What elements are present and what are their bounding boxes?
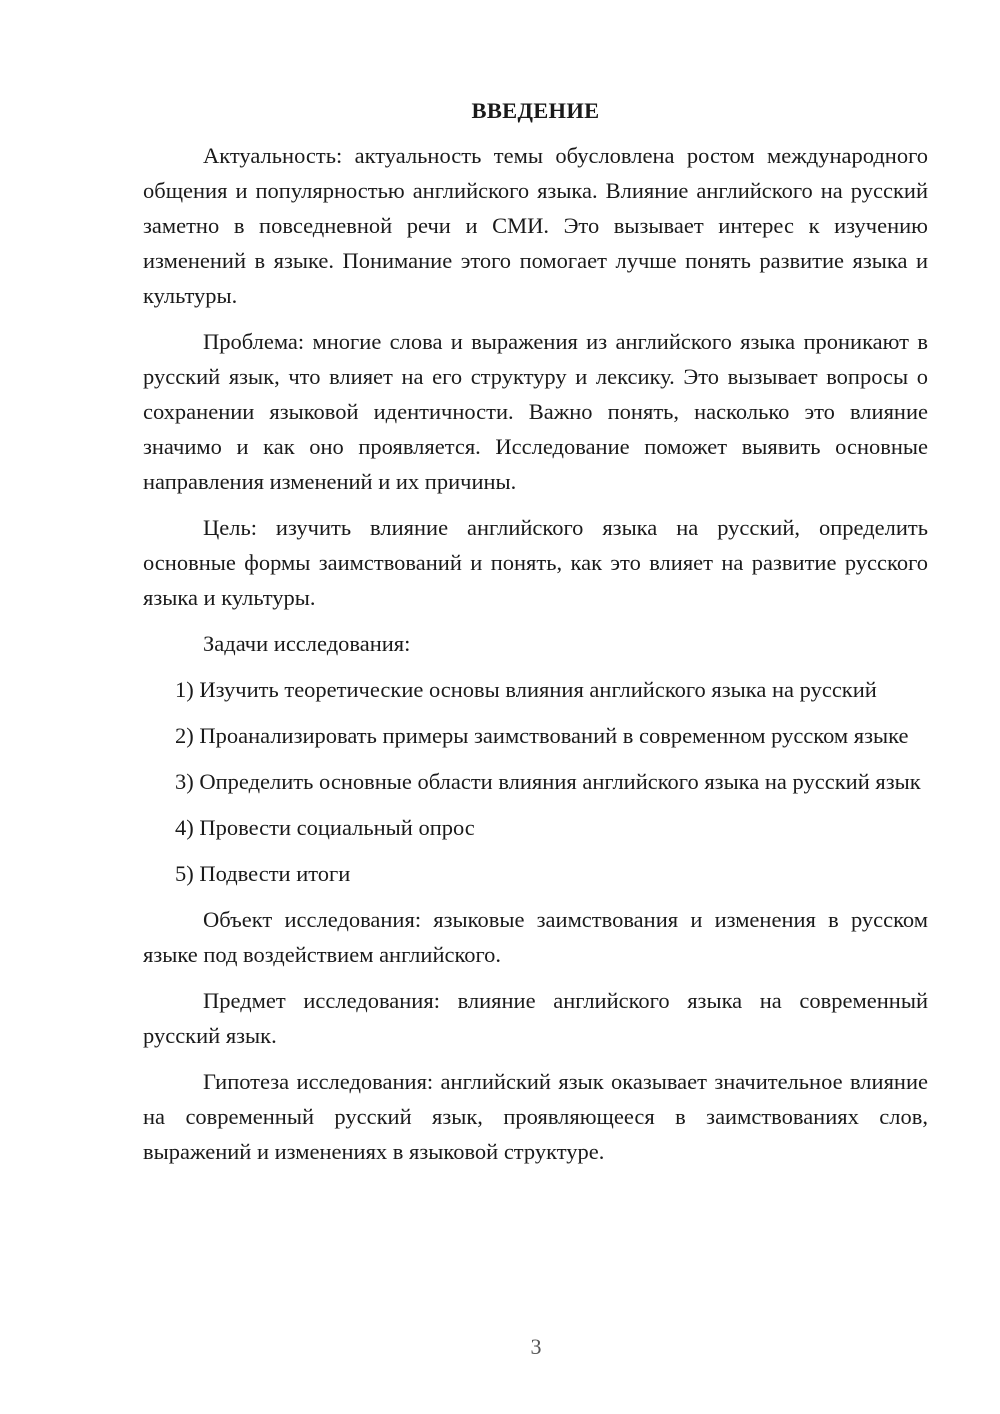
task-item: 1) Изучить теоретические основы влияния английского языка на русский	[175, 677, 877, 702]
goal-paragraph: Цель: изучить влияние английского языка на русский, определить основные формы заимствований и понять, как это влияет на развитие русского языка и культуры.	[143, 515, 928, 610]
subject-paragraph: Предмет исследования: влияние английского языка на современный русский язык.	[143, 988, 928, 1048]
object-paragraph: Объект исследования: языковые заимствования и изменения в русском языке под воздействием английского.	[143, 907, 928, 967]
task-item: 2) Проанализировать примеры заимствований в современном русском языке	[175, 723, 909, 748]
page-number: 3	[530, 1334, 542, 1359]
problem-paragraph: Проблема: многие слова и выражения из английского языка проникают в русский язык, что влияет на его структуру и лексику. Это вызывает вопросы о сохранении языковой идентичности. Важно понять, насколько это влияние значимо и как оно проявляется. Исследование поможет выявить основные направления изменений и их причины.	[143, 329, 928, 494]
task-item: 5) Подвести итоги	[175, 861, 351, 886]
task-item: 4) Провести социальный опрос	[175, 815, 475, 840]
relevance-paragraph: Актуальность: актуальность темы обусловлена ростом международного общения и популярностью английского языка. Влияние английского на русский заметно в повседневной речи и СМИ. Это вызывает интерес к изучению изменений в языке. Понимание этого помогает лучше понять развитие языка и культуры.	[143, 143, 928, 308]
hypothesis-paragraph: Гипотеза исследования: английский язык оказывает значительное влияние на современный русский язык, проявляющееся в заимствованиях слов, выражений и изменениях в языковой структуре.	[143, 1069, 928, 1164]
section-heading: ВВЕДЕНИЕ	[471, 98, 600, 123]
task-item: 3) Определить основные области влияния английского языка на русский язык	[175, 769, 921, 794]
tasks-heading: Задачи исследования:	[203, 631, 411, 656]
page-content	[143, 94, 928, 1180]
